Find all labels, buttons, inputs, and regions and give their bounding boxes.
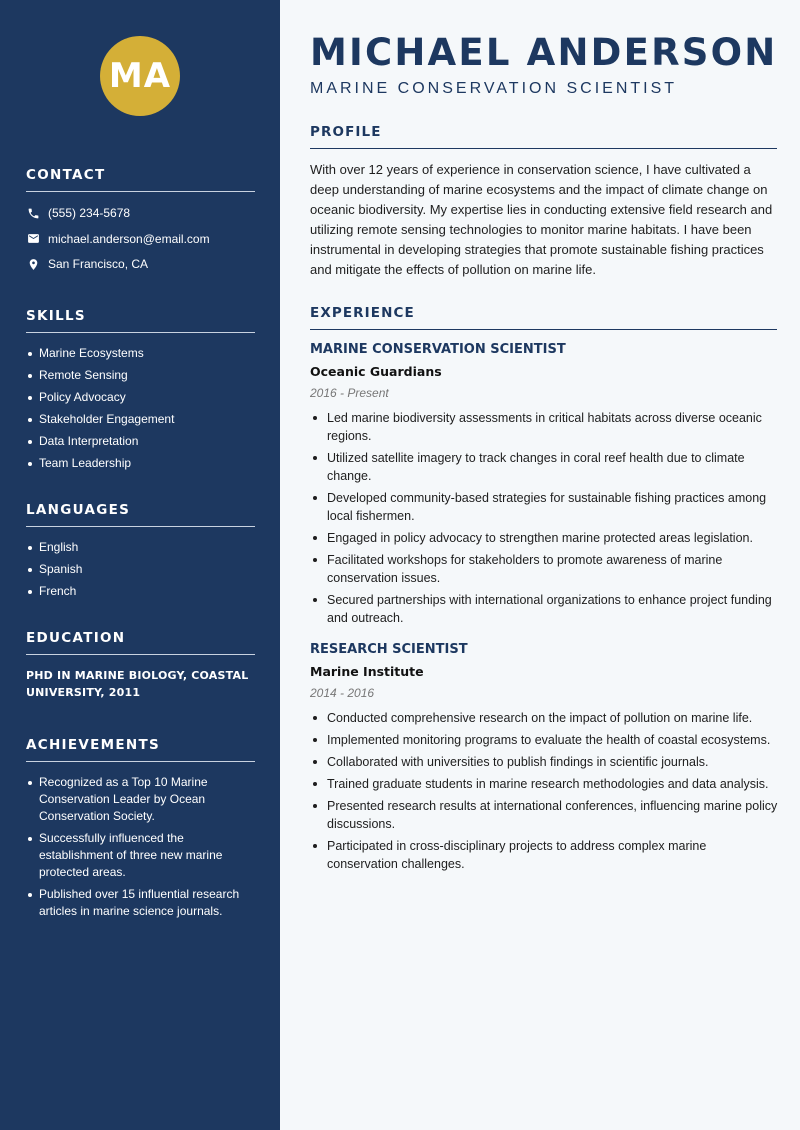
job-dates: 2016 - Present bbox=[310, 386, 389, 400]
job-entry bbox=[310, 341, 777, 627]
achievement-item: Recognized as a Top 10 Marine Conservation Leader by Ocean Conservation Society. bbox=[26, 774, 255, 825]
experience-heading: EXPERIENCE bbox=[310, 305, 777, 330]
languages-list bbox=[26, 539, 255, 600]
achievement-item: Published over 15 influential research articles in marine science journals. bbox=[26, 886, 255, 920]
main-content bbox=[280, 0, 800, 1130]
job-bullet: Developed community-based strategies for sustainable fishing practices among local fishermen. bbox=[310, 489, 777, 525]
job-company: Marine Institute bbox=[310, 664, 424, 679]
profile-text: With over 12 years of experience in conservation science, I have cultivated a deep understanding of marine ecosystems and the impact of climate change on oceanic biodiversity. My expertise lies in conducting extensive field research and utilizing remote sensing technologies to monitor marine habitats. I have been instrumental in developing strategies that promote sustainable fishing practices and mitigate the effects of pollution on marine life. bbox=[310, 162, 773, 277]
education-section bbox=[26, 630, 255, 701]
email-text[interactable]: michael.anderson@email.com bbox=[48, 231, 210, 246]
languages-heading: LANGUAGES bbox=[26, 502, 255, 527]
job-bullet: Presented research results at international conferences, influencing marine policy discussions. bbox=[310, 797, 777, 833]
contact-heading: CONTACT bbox=[26, 167, 255, 192]
job-bullet: Collaborated with universities to publish findings in scientific journals. bbox=[310, 753, 777, 771]
education-entry: PHD IN MARINE BIOLOGY, COASTAL UNIVERSITY, 2011 bbox=[26, 669, 249, 699]
job-bullet: Conducted comprehensive research on the impact of pollution on marine life. bbox=[310, 709, 777, 727]
skill-item: Stakeholder Engagement bbox=[26, 411, 255, 428]
job-bullet: Led marine biodiversity assessments in critical habitats across diverse oceanic regions. bbox=[310, 409, 777, 445]
contact-phone bbox=[26, 204, 255, 222]
phone-icon bbox=[26, 206, 40, 220]
sidebar bbox=[0, 0, 280, 1130]
job-bullet: Secured partnerships with international organizations to enhance project funding and outreach. bbox=[310, 591, 777, 627]
job-title: RESEARCH SCIENTIST bbox=[310, 642, 468, 657]
achievements-list bbox=[26, 774, 255, 920]
map-pin-icon bbox=[26, 257, 40, 271]
achievements-heading: ACHIEVEMENTS bbox=[26, 737, 255, 762]
skills-list bbox=[26, 345, 255, 472]
contact-location bbox=[26, 255, 255, 273]
candidate-role: MARINE CONSERVATION SCIENTIST bbox=[310, 80, 678, 97]
job-bullets bbox=[310, 409, 777, 627]
skills-heading: SKILLS bbox=[26, 308, 255, 333]
skill-item: Remote Sensing bbox=[26, 367, 255, 384]
phone-text[interactable]: (555) 234-5678 bbox=[48, 206, 131, 220]
job-title: MARINE CONSERVATION SCIENTIST bbox=[310, 342, 566, 357]
skill-item: Marine Ecosystems bbox=[26, 345, 255, 362]
candidate-name: MICHAEL ANDERSON bbox=[310, 31, 778, 74]
job-bullets bbox=[310, 709, 777, 873]
job-entry bbox=[310, 641, 777, 873]
experience-section bbox=[310, 305, 777, 873]
job-company: Oceanic Guardians bbox=[310, 364, 442, 379]
job-bullet: Trained graduate students in marine research methodologies and data analysis. bbox=[310, 775, 777, 793]
avatar-initials: MA bbox=[108, 56, 172, 96]
contact-email bbox=[26, 230, 255, 248]
education-heading: EDUCATION bbox=[26, 630, 255, 655]
job-bullet: Utilized satellite imagery to track changes in coral reef health due to climate change. bbox=[310, 449, 777, 485]
skill-item: Data Interpretation bbox=[26, 433, 255, 450]
language-item: French bbox=[26, 583, 255, 600]
job-bullet: Participated in cross-disciplinary projects to address complex marine conservation challenges. bbox=[310, 837, 777, 873]
achievements-section bbox=[26, 737, 255, 920]
profile-heading: PROFILE bbox=[310, 124, 777, 149]
language-item: English bbox=[26, 539, 255, 556]
envelope-icon bbox=[26, 232, 40, 246]
languages-section bbox=[26, 502, 255, 600]
skill-item: Policy Advocacy bbox=[26, 389, 255, 406]
contact-section bbox=[26, 167, 255, 273]
skill-item: Team Leadership bbox=[26, 455, 255, 472]
job-bullet: Facilitated workshops for stakeholders to promote awareness of marine conservation issues. bbox=[310, 551, 777, 587]
job-bullet: Engaged in policy advocacy to strengthen marine protected areas legislation. bbox=[310, 529, 777, 547]
profile-section bbox=[310, 124, 777, 280]
achievement-item: Successfully influenced the establishment of three new marine protected areas. bbox=[26, 830, 255, 881]
skills-section bbox=[26, 308, 255, 472]
language-item: Spanish bbox=[26, 561, 255, 578]
location-text: San Francisco, CA bbox=[48, 257, 149, 271]
avatar bbox=[100, 36, 180, 116]
job-dates: 2014 - 2016 bbox=[310, 686, 375, 700]
job-bullet: Implemented monitoring programs to evaluate the health of coastal ecosystems. bbox=[310, 731, 777, 749]
